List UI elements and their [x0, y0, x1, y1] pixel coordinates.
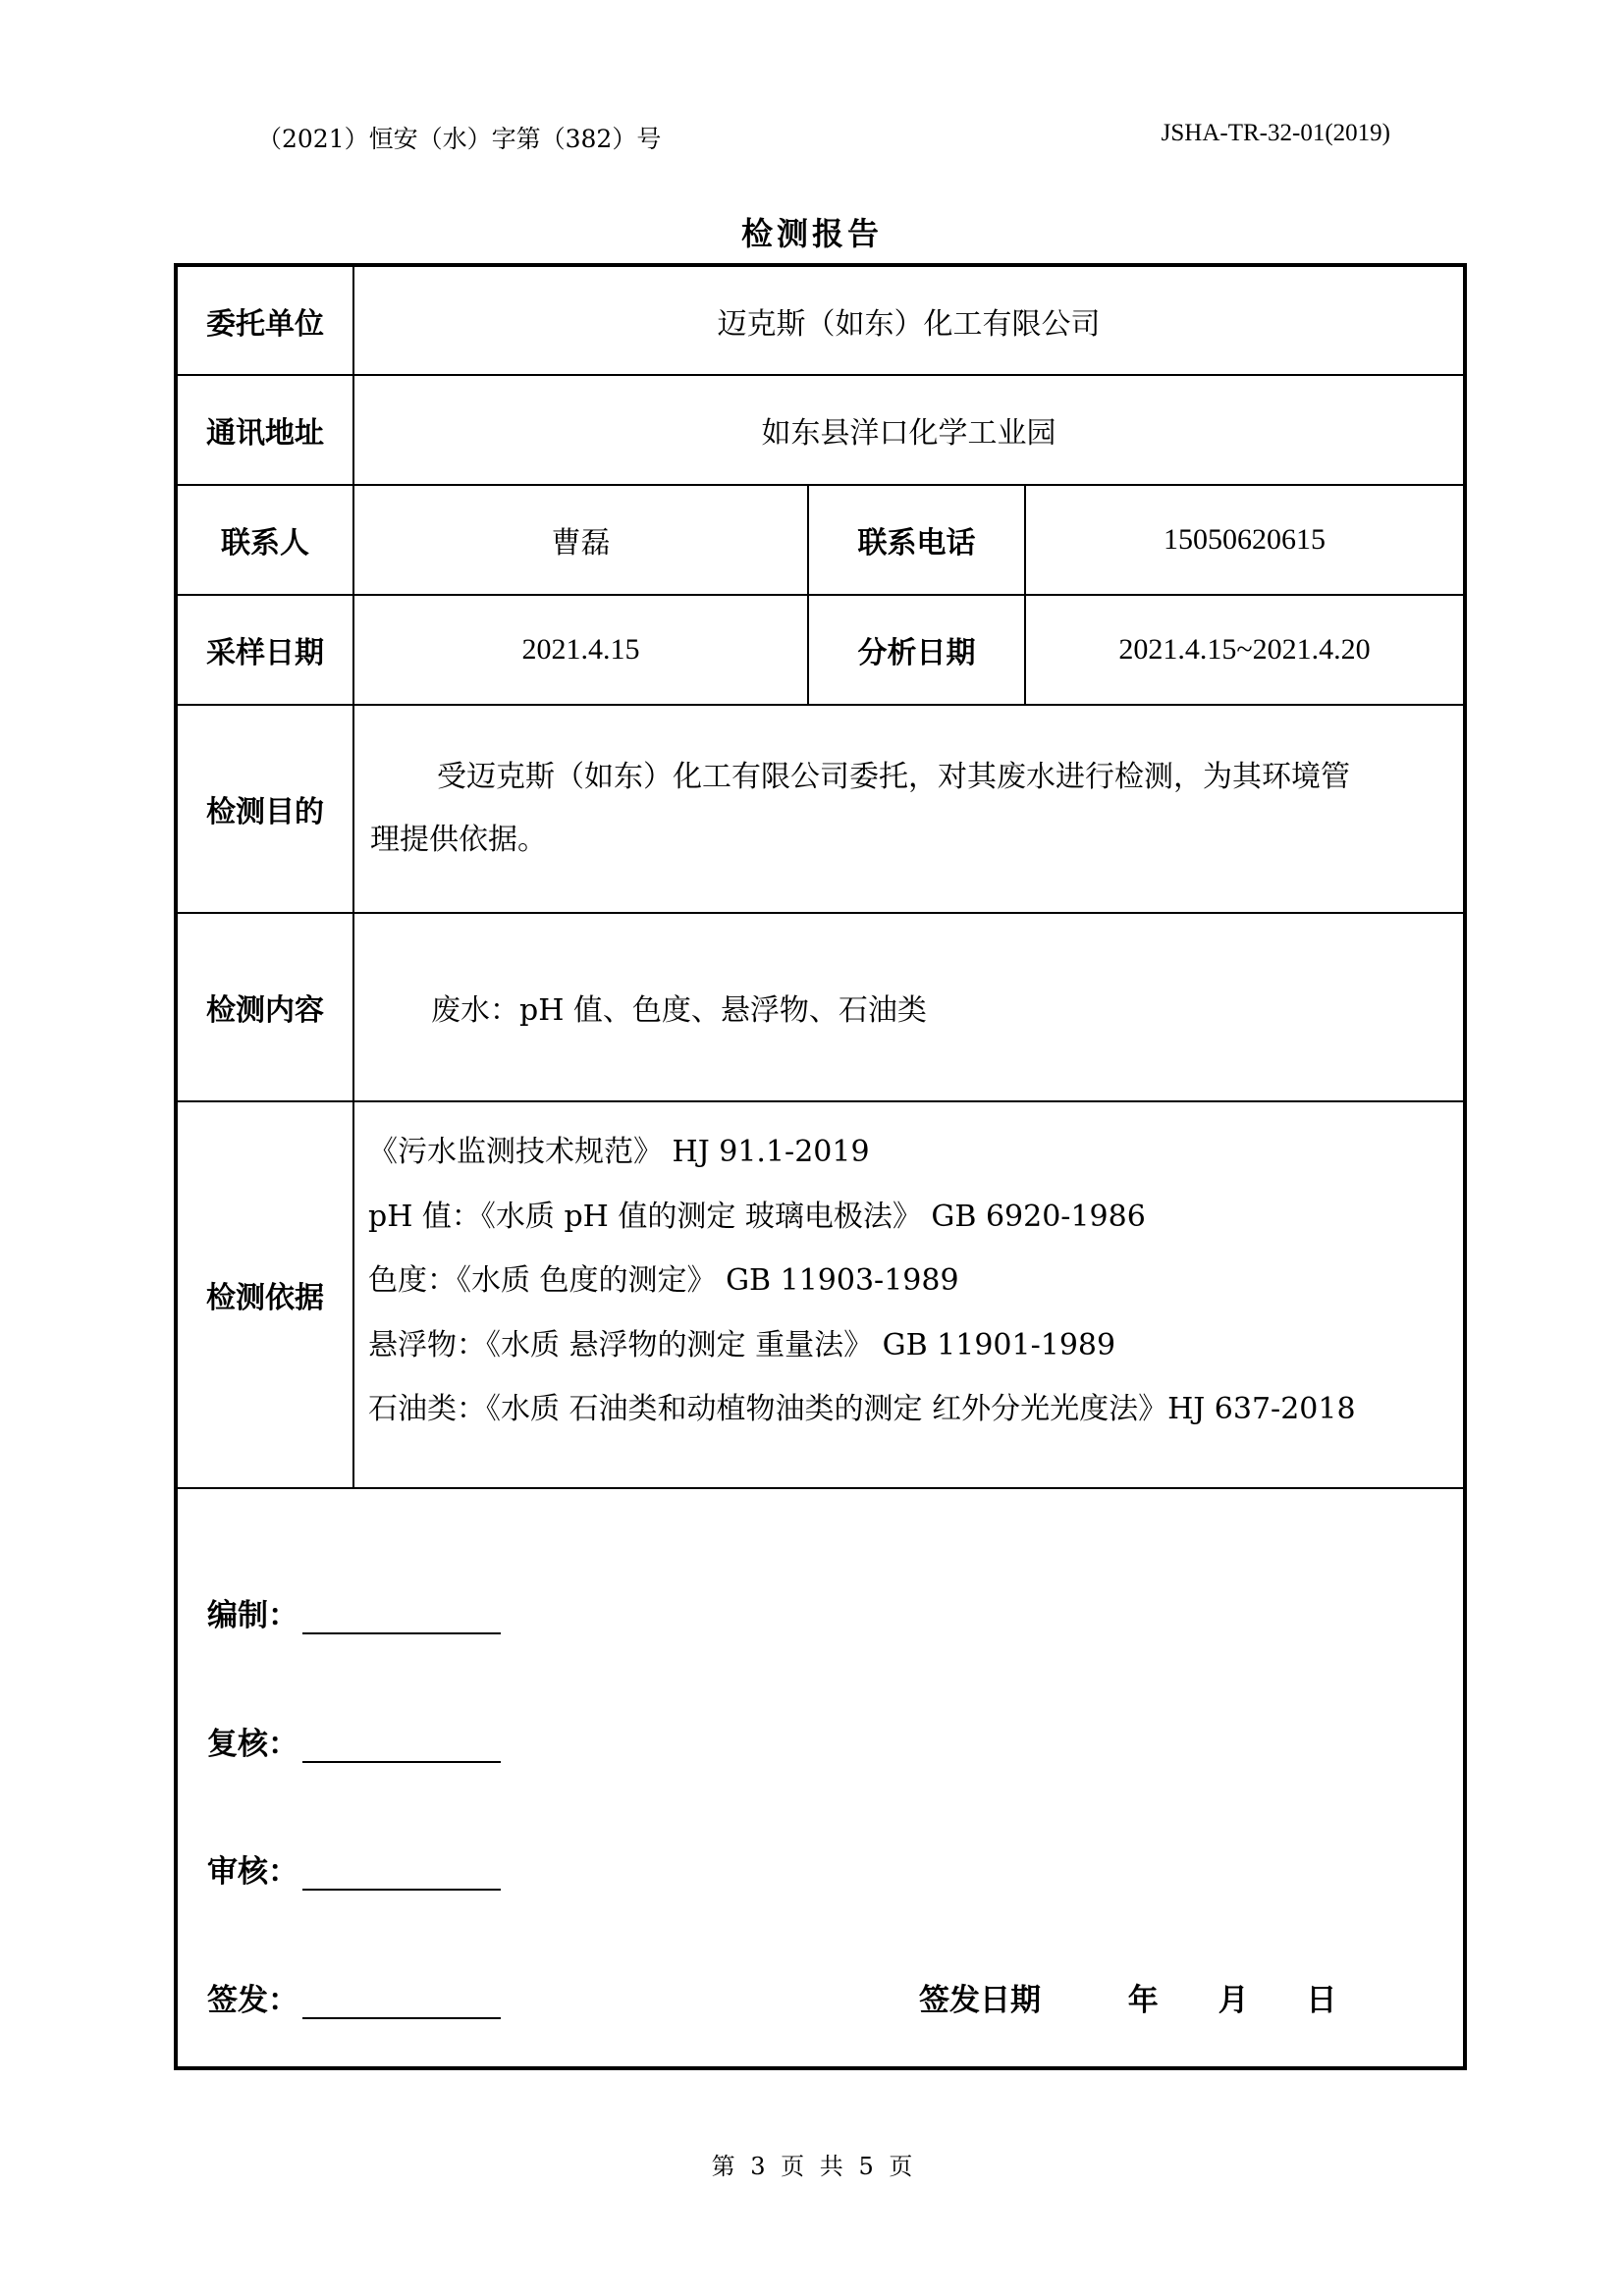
- basis-item: 石油类：《水质 石油类和动植物油类的测定 红外分光光度法》HJ 637-2018: [368, 1392, 1356, 1426]
- form-code: JSHA-TR-32-01(2019): [1161, 120, 1390, 146]
- client-label: 委托单位: [176, 265, 353, 375]
- report-table: [174, 263, 1467, 2070]
- content-value: 废水：pH 值、色度、悬浮物、石油类: [353, 913, 1465, 1101]
- client-value: 迈克斯（如东）化工有限公司: [353, 265, 1465, 375]
- row-dates: [176, 595, 1465, 705]
- row-client: [176, 265, 1465, 375]
- report-number: （2021）恒安（水）字第（382）号: [257, 125, 662, 153]
- purpose-line-2: 理提供依据。: [370, 823, 547, 857]
- row-signatures: [176, 1488, 1465, 2068]
- contact-value: 曹磊: [353, 485, 808, 595]
- issued-label: 签发：: [207, 1983, 298, 2018]
- purpose-label: 检测目的: [176, 705, 353, 913]
- month-label: 月: [1218, 1983, 1249, 2018]
- issued-row: [207, 1975, 501, 2019]
- analysis-date-label: 分析日期: [808, 595, 1025, 705]
- compiled-signature-line[interactable]: [302, 1603, 501, 1634]
- audited-label: 审核：: [207, 1854, 298, 1890]
- compiled-row: [207, 1590, 501, 1634]
- basis-item: 《污水监测技术规范》 HJ 91.1-2019: [368, 1135, 870, 1169]
- audited-signature-line[interactable]: [302, 1859, 501, 1891]
- audited-row: [207, 1846, 501, 1891]
- phone-label: 联系电话: [808, 485, 1025, 595]
- document-title: 检测报告: [740, 215, 883, 252]
- basis-item: pH 值：《水质 pH 值的测定 玻璃电极法》 GB 6920-1986: [368, 1199, 1146, 1234]
- sampling-date-value: 2021.4.15: [353, 595, 808, 705]
- purpose-value: [353, 705, 1465, 913]
- content-label: 检测内容: [176, 913, 353, 1101]
- analysis-date-value: 2021.4.15~2021.4.20: [1025, 595, 1465, 705]
- issue-date-label: 签发日期: [919, 1983, 1041, 2018]
- row-address: [176, 375, 1465, 485]
- compiled-label: 编制：: [207, 1598, 298, 1633]
- reviewed-row: [207, 1719, 501, 1763]
- signature-section: [176, 1488, 1465, 2068]
- sampling-date-label: 采样日期: [176, 595, 353, 705]
- basis-item: 色度：《水质 色度的测定》 GB 11903-1989: [368, 1263, 959, 1298]
- page-footer: 第 3 页 共 5 页: [711, 2153, 913, 2180]
- day-label: 日: [1306, 1983, 1337, 2018]
- basis-label: 检测依据: [176, 1101, 353, 1488]
- issued-signature-line[interactable]: [302, 1988, 501, 2019]
- reviewed-label: 复核：: [207, 1727, 298, 1762]
- row-basis: [176, 1101, 1465, 1488]
- address-value: 如东县洋口化学工业园: [353, 375, 1465, 485]
- row-content: [176, 913, 1465, 1101]
- basis-list: [353, 1101, 1465, 1488]
- phone-value: 15050620615: [1025, 485, 1465, 595]
- reviewed-signature-line[interactable]: [302, 1732, 501, 1763]
- row-contact: [176, 485, 1465, 595]
- year-label: 年: [1127, 1983, 1159, 2018]
- purpose-line-1: 受迈克斯（如东）化工有限公司委托，对其废水进行检测，为其环境管: [437, 760, 1350, 794]
- issue-date: [919, 1975, 1336, 2019]
- row-purpose: [176, 705, 1465, 913]
- basis-item: 悬浮物：《水质 悬浮物的测定 重量法》 GB 11901-1989: [368, 1327, 1116, 1362]
- contact-label: 联系人: [176, 485, 353, 595]
- address-label: 通讯地址: [176, 375, 353, 485]
